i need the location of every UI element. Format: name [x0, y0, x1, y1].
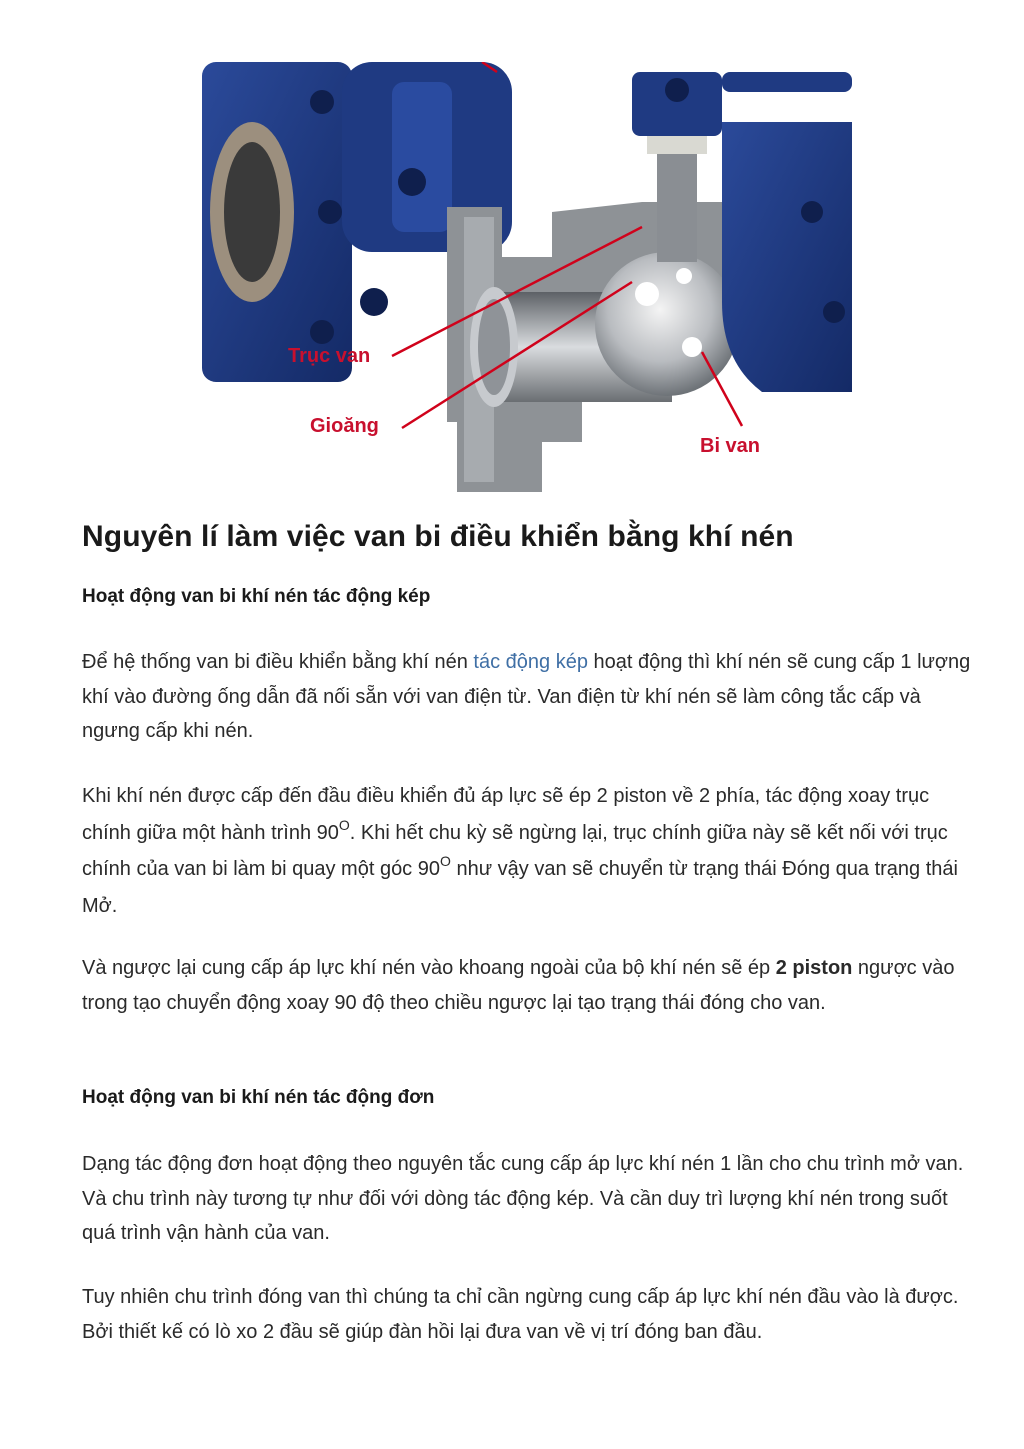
label-stem: Trục van: [288, 345, 371, 367]
link-tac-dong-kep[interactable]: tác động kép: [473, 651, 588, 673]
paragraph-double-acting-1: [82, 645, 972, 749]
ball-valve-illustration: [202, 62, 852, 494]
heading-double-acting: Hoạt động van bi khí nén tác động kép: [82, 586, 431, 607]
degree-superscript: O: [440, 853, 451, 870]
paragraph-text: như vậy van sẽ chuyển từ trạng thái Đóng qua trạng thái Mở.: [82, 858, 958, 917]
ball-valve-cutaway-figure: [202, 62, 852, 494]
paragraph-text: Khi khí nén được cấp đến đầu điều khiển đủ áp lực sẽ ép 2 piston về 2 phía, tác động xoay trục chính giữa một hành trình 90: [82, 785, 930, 844]
paragraph-single-acting-2: Tuy nhiên chu trình đóng van thì chúng ta chỉ cần ngừng cung cấp áp lực khí nén đầu vào là được. Bởi thiết kế có lò xo 2 đầu sẽ giúp đàn hồi lại đưa van về vị trí đóng ban đầu.: [82, 1286, 959, 1343]
paragraph-text: . Khi hết chu kỳ sẽ ngừng lại, trục chính giữa này sẽ kết nối với trục chính của van bi làm bi quay một góc 90: [82, 821, 948, 880]
paragraph-double-acting-2: [82, 778, 972, 924]
label-ball: Bi van: [700, 435, 761, 457]
paragraph-single-acting-1: Dạng tác động đơn hoạt động theo nguyên tắc cung cấp áp lực khí nén 1 lần cho chu trình mở van. Và chu trình này tương tự như đối với dòng tác động kép. Và cần duy trì lượng khí nén trong suốt quá trình vận hành của van.: [82, 1153, 964, 1244]
paragraph-text: Để hệ thống van bi điều khiển bằng khí nén: [82, 651, 474, 673]
bold-text: 2 piston: [775, 957, 853, 979]
paragraph-double-acting-3: [82, 951, 972, 1020]
paragraph-text: Và ngược lại cung cấp áp lực khí nén vào khoang ngoài của bộ khí nén sẽ ép: [82, 957, 776, 979]
paragraph-text: hoạt động thì khí nén sẽ cung cấp 1 lượng khí vào đường ống dẫn đã nối sẵn với van điện từ. Van điện từ khí nén sẽ làm công tắc cấp và ngưng cấp khi nén.: [82, 651, 971, 742]
heading-single-acting: Hoạt động van bi khí nén tác động đơn: [82, 1087, 435, 1108]
paragraph-text: ngược vào trong tạo chuyển động xoay 90 độ theo chiều ngược lại tạo trạng thái đóng cho van.: [82, 957, 955, 1014]
degree-superscript: O: [338, 816, 350, 833]
right-body: [722, 122, 852, 392]
ball: [595, 252, 739, 396]
left-flange: [202, 62, 352, 382]
page-title: Nguyên lí làm việc van bi điều khiển bằng khí nén: [82, 520, 794, 553]
label-gasket: Gioăng: [310, 415, 379, 437]
